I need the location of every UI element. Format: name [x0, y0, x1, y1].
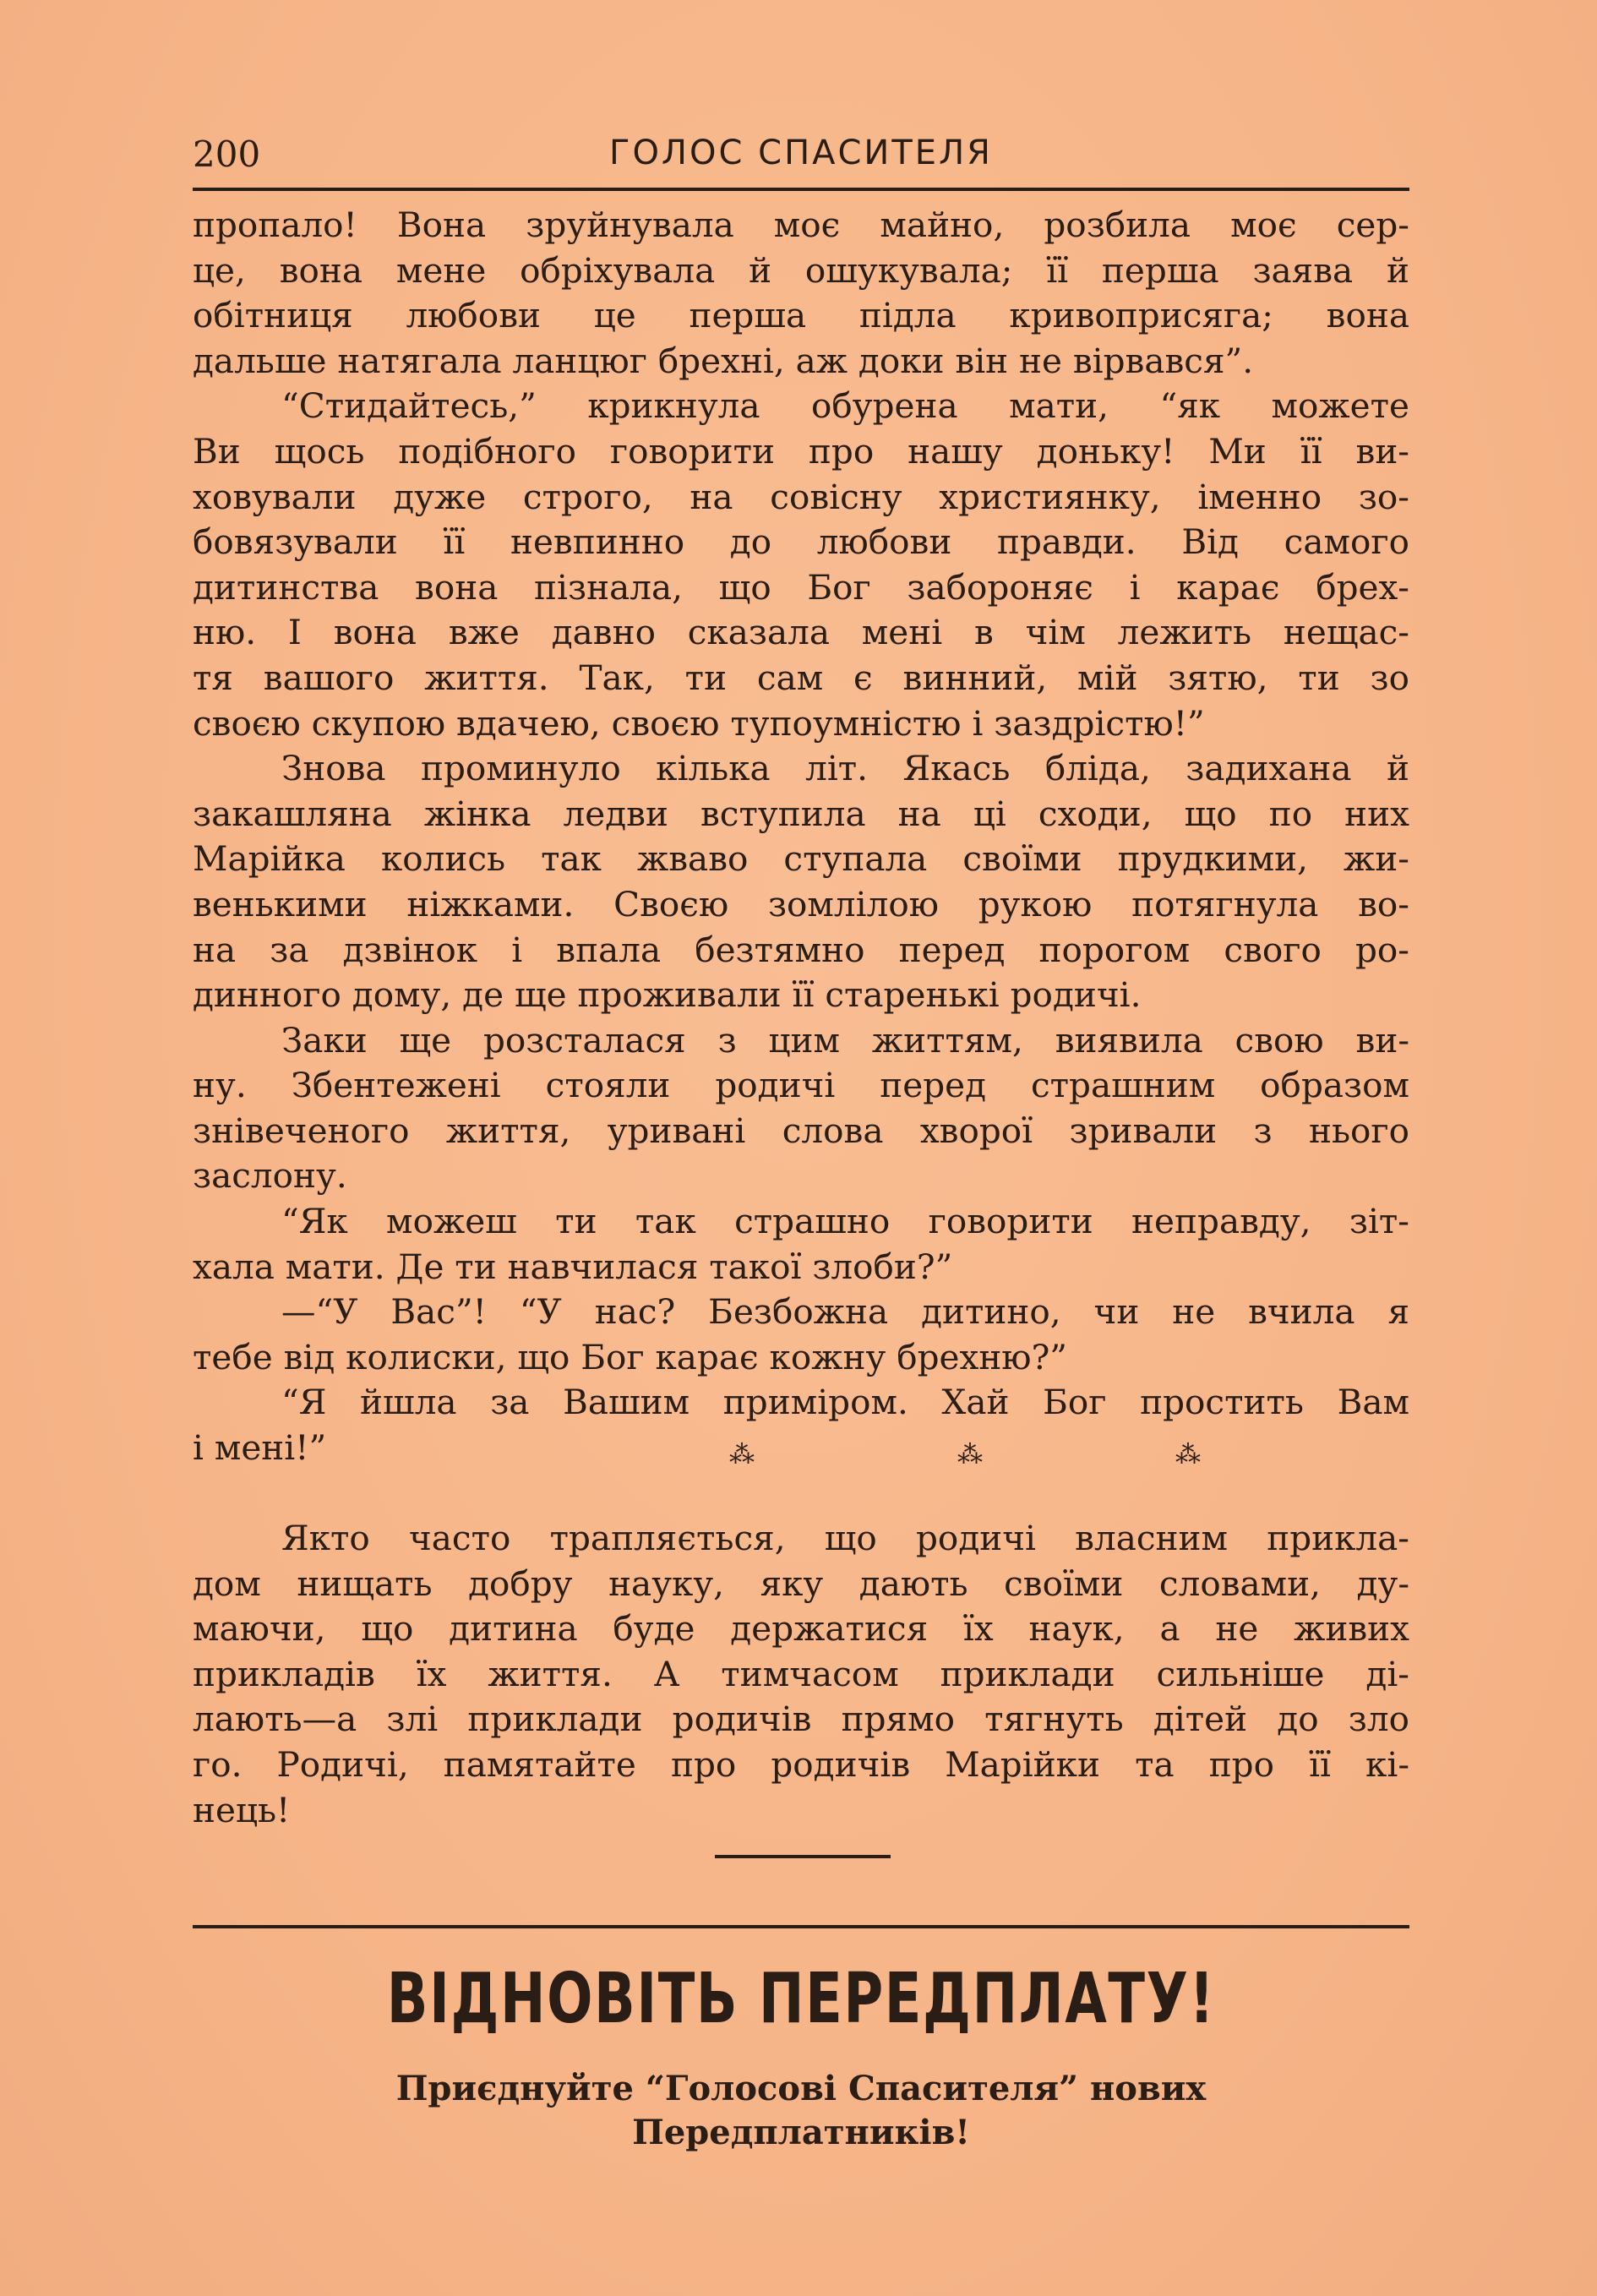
text-line: дитинства вона пізнала, що Бог забороняє і карає брех- [193, 566, 1409, 608]
text-line: і мені!” [193, 1427, 327, 1469]
subscription-line-1: Приєднуйте “Голосові Спасителя” нових [395, 2069, 1207, 2108]
divider-rule [193, 1925, 1409, 1928]
text-line: —“У Вас”! “У нас? Безбожна дитино, чи не вчила я [281, 1291, 1409, 1333]
text-line: знівеченого життя, уривані слова хворої зривали з нього [193, 1110, 1409, 1151]
end-rule [715, 1855, 891, 1858]
text-line: хала мати. Де ти навчилася такої злоби?” [193, 1246, 953, 1287]
text-line: Знова проминуло кілька літ. Якась бліда, задихана й [281, 748, 1409, 789]
running-title: ГОЛОС СПАСИТЕЛЯ [609, 134, 993, 172]
text-line: це, вона мене обріхувала й ошукувала; її перша заява й [193, 249, 1409, 291]
text-line: дом нищать добру науку, яку дають своїми словами, ду- [193, 1562, 1409, 1604]
text-line: маючи, що дитина буде держатися їх наук, а не живих [193, 1608, 1409, 1650]
text-line: закашляна жінка ледви вступила на ці сходи, що по них [193, 793, 1409, 834]
text-line: ню. І вона вже давно сказала мені в чім лежить нещас- [193, 612, 1409, 653]
text-line: Марійка колись так жваво ступала своїми прудкими, жи- [193, 838, 1409, 880]
text-line: венькими ніжками. Своєю зомлілою рукою потягнула во- [193, 883, 1409, 924]
section-break [193, 1440, 1409, 1497]
header-rule [193, 188, 1409, 191]
text-line: нець! [193, 1789, 291, 1830]
subscription-line-2: Передплатників! [632, 2113, 970, 2152]
text-line: динного дому, де ще проживали її старенькі родичі. [193, 974, 1142, 1016]
asterism: ⁂ [957, 1440, 983, 1470]
page-number: 200 [193, 134, 261, 175]
text-line: на за дзвінок і впала безтямно перед порогом свого ро- [193, 929, 1409, 970]
text-line: прикладів їх життя. А тимчасом приклади сильніше ді- [193, 1653, 1409, 1694]
asterism: ⁂ [1175, 1440, 1201, 1470]
text-line: “Стидайтесь,” крикнула обурена мати, “як можете [281, 385, 1409, 427]
asterism: ⁂ [729, 1440, 755, 1470]
text-line: ну. Збентежені стояли родичі перед страшним образом [193, 1065, 1409, 1106]
text-line: Якто часто трапляється, що родичі власним прикла- [281, 1518, 1409, 1558]
text-line: дальше натягала ланцюг брехні, аж доки він не вірвався”. [193, 340, 1254, 381]
text-line: го. Родичі, памятайте про родичів Марійки та про її кі- [193, 1743, 1409, 1785]
text-line: тебе від колиски, що Бог карає кожну брехню?” [193, 1336, 1067, 1377]
text-line: ховували дуже строго, на совісну християнку, іменно зо- [193, 476, 1409, 517]
text-line: заслону. [193, 1155, 347, 1197]
text-line: обітниця любови це перша підла кривоприсяга; вона [193, 295, 1409, 336]
text-line: тя вашого життя. Так, ти сам є винний, мій зятю, ти зо [193, 657, 1409, 698]
text-line: “Я йшла за Вашим приміром. Хай Бог простить Вам [281, 1382, 1409, 1423]
text-line: Заки ще розсталася з цим життям, виявила свою ви- [281, 1019, 1409, 1061]
closing-paragraph [193, 1516, 1409, 1833]
page-header [193, 134, 1409, 184]
article-body [193, 203, 1409, 1471]
text-line: Ви щось подібного говорити про нашу доньку! Ми її ви- [193, 430, 1409, 472]
text-line: “Як можеш ти так страшно говорити неправду, зіт- [281, 1201, 1409, 1242]
subscription-title: ВІДНОВІТЬ ПЕРЕДПЛАТУ! [386, 1959, 1216, 2039]
text-line: пропало! Вона зруйнувала моє майно, розбила моє сер- [193, 205, 1409, 245]
text-line: своєю скупою вдачею, своєю тупоумністю і заздрістю!” [193, 702, 1205, 744]
text-line: бовязували її невпинно до любови правди. Від самого [193, 521, 1409, 563]
text-line: лають—а злі приклади родичів прямо тягнуть дітей до зло [193, 1699, 1409, 1740]
